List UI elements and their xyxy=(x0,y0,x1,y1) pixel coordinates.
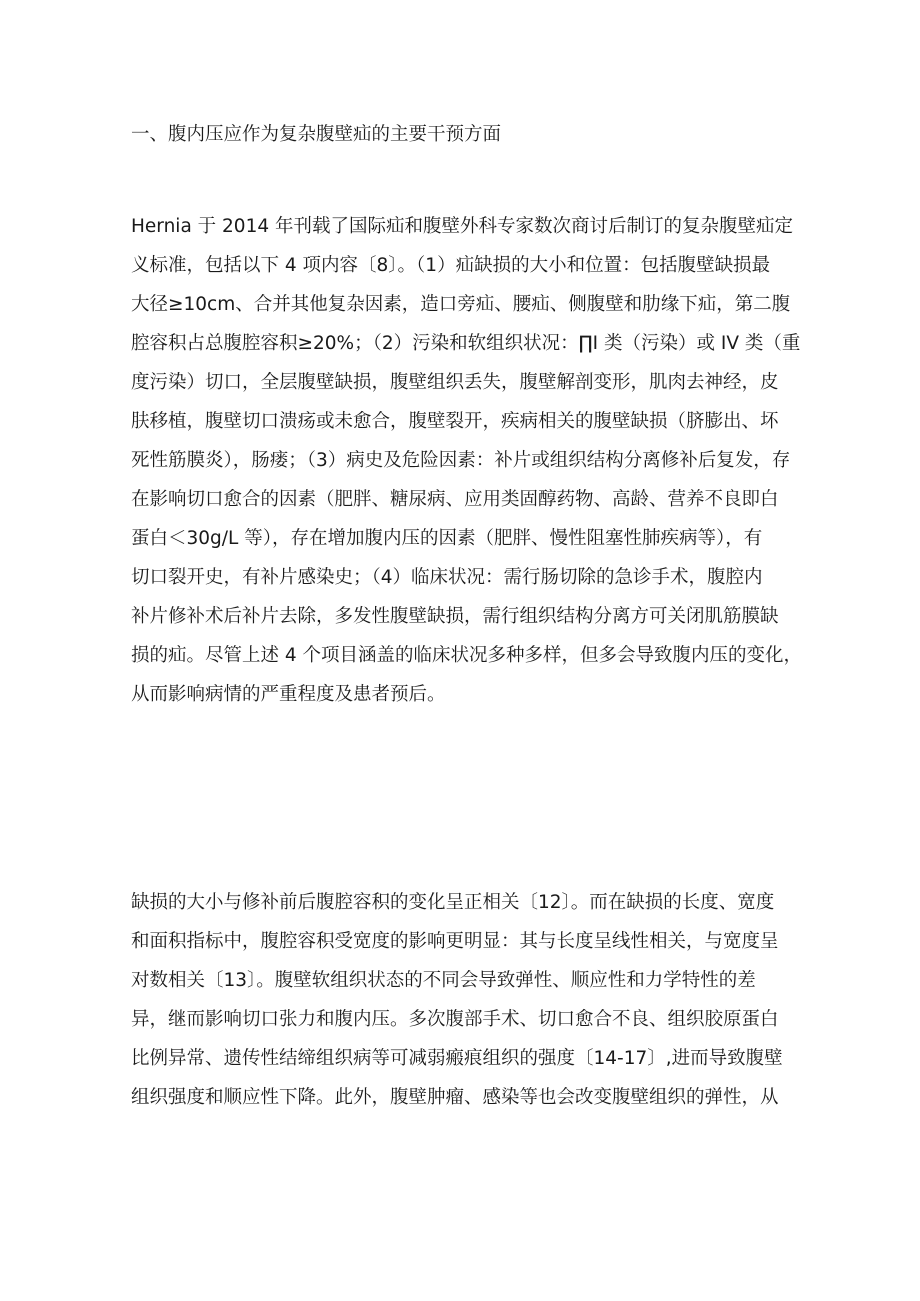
text-line: 义标准，包括以下 4 项内容〔8〕。（1）疝缺损的大小和位置：包括腹壁缺损最 xyxy=(131,255,771,276)
text-line: 异，继而影响切口张力和腹内压。多次腹部手术、切口愈合不良、组织胶原蛋白 xyxy=(131,1009,779,1030)
text-line: 在影响切口愈合的因素（肥胖、糖尿病、应用类固醇药物、高龄、营养不良即白 xyxy=(131,489,779,510)
text-line: 从而影响病情的严重程度及患者预后。 xyxy=(131,684,446,705)
text-line: Hernia 于 2014 年刊载了国际疝和腹壁外科专家数次商讨后制订的复杂腹壁疝定 xyxy=(131,216,794,237)
text-line: 对数相关〔13〕。腹壁软组织状态的不同会导致弹性、顺应性和力学特性的差 xyxy=(131,970,756,991)
text-line: 肤移植，腹壁切口溃疡或未愈合，腹壁裂开，疾病相关的腹壁缺损（脐膨出、坏 xyxy=(131,411,779,432)
section-heading: 一、腹内压应作为复杂腹壁疝的主要干预方面 xyxy=(131,124,502,145)
text-line: 死性筋膜炎），肠瘘；（3）病史及危险因素：补片或组织结构分离修补后复发，存 xyxy=(131,450,791,471)
text-line: 和面积指标中，腹腔容积受宽度的影响更明显：其与长度呈线性相关，与宽度呈 xyxy=(131,931,779,952)
text-line: 度污染）切口，全层腹壁缺损，腹壁组织丢失，腹壁解剖变形，肌肉去神经，皮 xyxy=(131,372,779,393)
text-line: 比例异常、遗传性结缔组织病等可减弱瘢痕组织的强度〔14-17〕,进而导致腹壁 xyxy=(131,1048,783,1069)
text-line: 腔容积占总腹腔容积≥20%；（2）污染和软组织状况：∏I 类（污染）或 IV 类（重 xyxy=(131,333,801,354)
text-line: 大径≥10cm、合并其他复杂因素，造口旁疝、腰疝、侧腹壁和肋缘下疝，第二腹 xyxy=(131,294,791,315)
text-line: 损的疝。尽管上述 4 个项目涵盖的临床状况多种多样，但多会导致腹内压的变化， xyxy=(131,645,803,666)
text-line: 缺损的大小与修补前后腹腔容积的变化呈正相关〔12〕。而在缺损的长度、宽度 xyxy=(131,892,775,913)
text-line: 补片修补术后补片去除，多发性腹壁缺损，需行组织结构分离方可关闭肌筋膜缺 xyxy=(131,606,779,627)
paragraph-2 xyxy=(131,890,811,1124)
text-line: 蛋白＜30g/L 等），存在增加腹内压的因素（肥胖、慢性阻塞性肺疾病等），有 xyxy=(131,528,763,549)
text-line: 切口裂开史，有补片感染史；（4）临床状况：需行肠切除的急诊手术，腹腔内 xyxy=(131,567,763,588)
paragraph-1 xyxy=(131,214,811,721)
text-line: 组织强度和顺应性下降。此外，腹壁肿瘤、感染等也会改变腹壁组织的弹性，从 xyxy=(131,1087,779,1108)
